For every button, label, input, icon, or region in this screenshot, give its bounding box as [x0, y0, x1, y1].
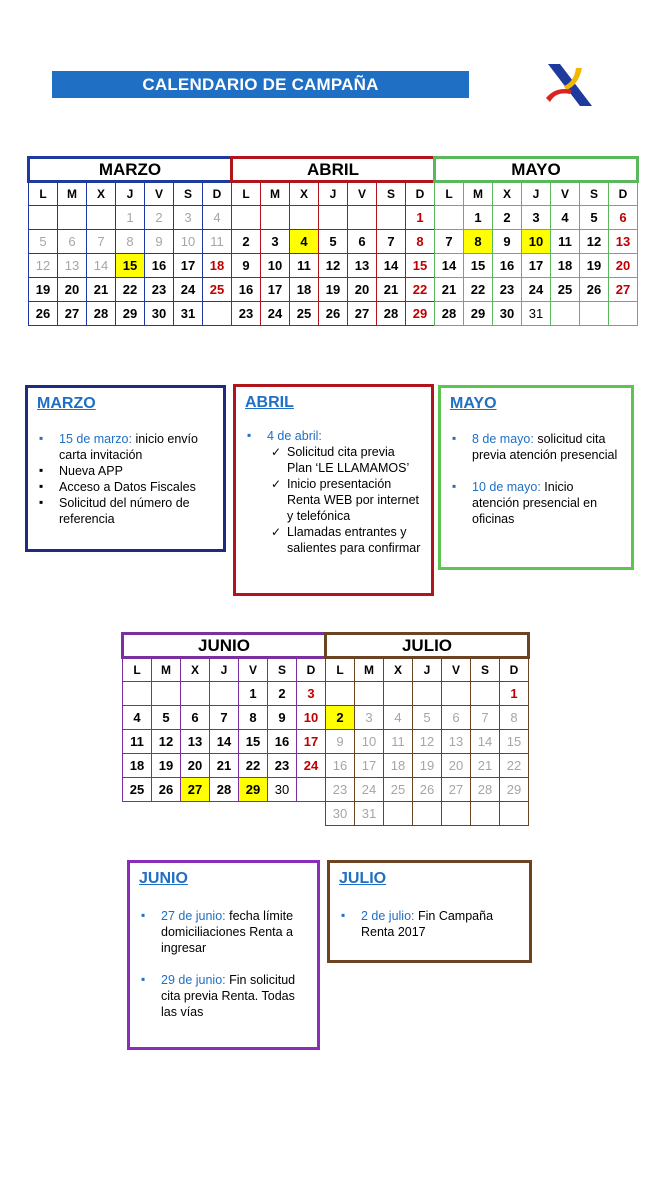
day-cell: 21 — [471, 754, 500, 778]
empty-day-cell — [471, 802, 500, 826]
weekday-header: M — [464, 182, 493, 206]
day-cell: 27 — [348, 302, 377, 326]
day-cell: 16 — [493, 254, 522, 278]
day-cell: 3 — [297, 682, 326, 706]
day-cell: 17 — [174, 254, 203, 278]
list-item: ▪ Nueva APP — [37, 463, 214, 479]
page-title: CALENDARIO DE CAMPAÑA — [52, 71, 469, 98]
day-cell: 7 — [377, 230, 406, 254]
box-heading-abril: ABRIL — [245, 394, 294, 411]
list-item: ▪ 15 de marzo: inicio envío carta invitación — [37, 431, 214, 463]
weekday-header: M — [355, 658, 384, 682]
day-cell: 11 — [123, 730, 152, 754]
list-item: ▪ 10 de mayo: Inicio atención presencial en oficinas — [450, 479, 622, 527]
info-box-mayo — [438, 385, 634, 570]
empty-day-cell — [58, 206, 87, 230]
day-cell: 12 — [319, 254, 348, 278]
weekday-header: S — [580, 182, 609, 206]
day-cell: 2 — [493, 206, 522, 230]
empty-day-cell — [123, 682, 152, 706]
day-cell: 20 — [181, 754, 210, 778]
day-cell: 23 — [145, 278, 174, 302]
day-cell: 27 — [181, 778, 210, 802]
day-cell: 6 — [181, 706, 210, 730]
day-cell: 21 — [377, 278, 406, 302]
day-cell: 21 — [435, 278, 464, 302]
day-cell: 5 — [29, 230, 58, 254]
day-cell: 4 — [551, 206, 580, 230]
day-cell: 1 — [500, 682, 529, 706]
weekday-header: L — [326, 658, 355, 682]
day-cell: 21 — [210, 754, 239, 778]
empty-day-cell — [580, 302, 609, 326]
weekday-header: X — [290, 182, 319, 206]
day-cell: 3 — [355, 706, 384, 730]
empty-day-cell — [413, 802, 442, 826]
empty-day-cell — [181, 682, 210, 706]
day-cell: 27 — [442, 778, 471, 802]
day-cell: 12 — [580, 230, 609, 254]
day-cell: 11 — [203, 230, 232, 254]
weekday-header: D — [609, 182, 638, 206]
day-cell: 8 — [239, 706, 268, 730]
weekday-header: L — [29, 182, 58, 206]
day-cell: 13 — [58, 254, 87, 278]
day-cell: 23 — [268, 754, 297, 778]
empty-day-cell — [551, 302, 580, 326]
month-title-julio: JULIO — [326, 634, 529, 658]
day-cell: 28 — [471, 778, 500, 802]
empty-day-cell — [355, 682, 384, 706]
weekday-header: V — [551, 182, 580, 206]
day-cell: 18 — [551, 254, 580, 278]
day-cell: 26 — [580, 278, 609, 302]
day-cell: 7 — [435, 230, 464, 254]
day-cell: 3 — [261, 230, 290, 254]
weekday-header: L — [435, 182, 464, 206]
day-cell: 29 — [406, 302, 435, 326]
day-cell: 2 — [326, 706, 355, 730]
day-cell: 26 — [319, 302, 348, 326]
day-cell: 12 — [152, 730, 181, 754]
day-cell: 17 — [297, 730, 326, 754]
day-cell: 17 — [522, 254, 551, 278]
day-cell: 25 — [384, 778, 413, 802]
day-cell: 9 — [232, 254, 261, 278]
weekday-header: D — [500, 658, 529, 682]
box-heading-junio: JUNIO — [139, 870, 188, 887]
day-cell: 10 — [355, 730, 384, 754]
empty-day-cell — [203, 302, 232, 326]
calendar-abril — [230, 156, 436, 326]
day-cell: 26 — [29, 302, 58, 326]
day-cell: 13 — [609, 230, 638, 254]
day-cell: 3 — [522, 206, 551, 230]
weekday-header: J — [413, 658, 442, 682]
day-cell: 6 — [609, 206, 638, 230]
list-item: ▪ 27 de junio: fecha límite domiciliaciones Renta a ingresar — [139, 908, 308, 956]
info-box-marzo — [25, 385, 226, 552]
empty-day-cell — [152, 682, 181, 706]
day-cell: 14 — [377, 254, 406, 278]
box-heading-marzo: MARZO — [37, 395, 96, 412]
day-cell: 14 — [210, 730, 239, 754]
day-cell: 30 — [145, 302, 174, 326]
empty-day-cell — [232, 206, 261, 230]
weekday-header: X — [181, 658, 210, 682]
day-cell: 2 — [145, 206, 174, 230]
day-cell: 30 — [326, 802, 355, 826]
weekday-header: S — [268, 658, 297, 682]
day-cell: 23 — [493, 278, 522, 302]
day-cell: 14 — [87, 254, 116, 278]
empty-day-cell — [290, 206, 319, 230]
calendar-junio — [121, 632, 327, 802]
day-cell: 28 — [377, 302, 406, 326]
calendar-marzo — [27, 156, 233, 326]
empty-day-cell — [435, 206, 464, 230]
month-title-junio: JUNIO — [123, 634, 326, 658]
day-cell: 7 — [87, 230, 116, 254]
day-cell: 25 — [551, 278, 580, 302]
day-cell: 10 — [522, 230, 551, 254]
empty-day-cell — [29, 206, 58, 230]
weekday-header: D — [297, 658, 326, 682]
weekday-header: M — [261, 182, 290, 206]
day-cell: 1 — [406, 206, 435, 230]
day-cell: 19 — [29, 278, 58, 302]
day-cell: 23 — [326, 778, 355, 802]
weekday-header: S — [377, 182, 406, 206]
weekday-header: J — [522, 182, 551, 206]
weekday-header: V — [239, 658, 268, 682]
weekday-header: M — [58, 182, 87, 206]
day-cell: 29 — [116, 302, 145, 326]
info-box-abril — [233, 384, 434, 596]
day-cell: 9 — [268, 706, 297, 730]
calendar-mayo — [433, 156, 639, 326]
day-cell: 4 — [123, 706, 152, 730]
month-title-abril: ABRIL — [232, 158, 435, 182]
day-cell: 31 — [522, 302, 551, 326]
day-cell: 13 — [181, 730, 210, 754]
day-cell: 16 — [232, 278, 261, 302]
empty-day-cell — [210, 682, 239, 706]
day-cell: 1 — [464, 206, 493, 230]
day-cell: 5 — [413, 706, 442, 730]
day-cell: 1 — [239, 682, 268, 706]
day-cell: 26 — [152, 778, 181, 802]
list-item: ▪ Solicitud del número de referencia — [37, 495, 214, 527]
list-item: ▪ 4 de abril: ✓ Solicitud cita previa Plan ‘LE LLAMAMOS’ ✓ Inicio presentación Renta WEB por internet y telefónica ✓ Llamadas entrantes y salientes para confirmar — [245, 428, 422, 556]
day-cell: 31 — [355, 802, 384, 826]
weekday-header: V — [442, 658, 471, 682]
day-cell: 20 — [348, 278, 377, 302]
day-cell: 21 — [87, 278, 116, 302]
day-cell: 16 — [268, 730, 297, 754]
day-cell: 29 — [239, 778, 268, 802]
month-title-mayo: MAYO — [435, 158, 638, 182]
weekday-header: J — [319, 182, 348, 206]
day-cell: 17 — [261, 278, 290, 302]
agencia-tributaria-logo-icon — [542, 60, 596, 110]
weekday-header: X — [87, 182, 116, 206]
day-cell: 14 — [435, 254, 464, 278]
day-cell: 24 — [522, 278, 551, 302]
day-cell: 20 — [442, 754, 471, 778]
day-cell: 10 — [261, 254, 290, 278]
day-cell: 22 — [406, 278, 435, 302]
list-item: ▪ 2 de julio: Fin Campaña Renta 2017 — [339, 908, 520, 940]
day-cell: 18 — [290, 278, 319, 302]
day-cell: 24 — [261, 302, 290, 326]
day-cell: 14 — [471, 730, 500, 754]
empty-day-cell — [377, 206, 406, 230]
day-cell: 7 — [471, 706, 500, 730]
empty-day-cell — [297, 778, 326, 802]
day-cell: 18 — [384, 754, 413, 778]
day-cell: 7 — [210, 706, 239, 730]
day-cell: 15 — [500, 730, 529, 754]
day-cell: 23 — [232, 302, 261, 326]
empty-day-cell — [384, 802, 413, 826]
day-cell: 16 — [145, 254, 174, 278]
day-cell: 2 — [232, 230, 261, 254]
day-cell: 18 — [123, 754, 152, 778]
day-cell: 12 — [413, 730, 442, 754]
list-item: ▪ 8 de mayo: solicitud cita previa atención presencial — [450, 431, 622, 463]
weekday-header: D — [406, 182, 435, 206]
day-cell: 12 — [29, 254, 58, 278]
empty-day-cell — [609, 302, 638, 326]
day-cell: 11 — [551, 230, 580, 254]
calendar-julio — [324, 632, 530, 826]
day-cell: 25 — [203, 278, 232, 302]
empty-day-cell — [87, 206, 116, 230]
day-cell: 1 — [116, 206, 145, 230]
box-heading-mayo: MAYO — [450, 395, 497, 412]
info-box-junio — [127, 860, 320, 1050]
weekday-header: S — [471, 658, 500, 682]
day-cell: 29 — [464, 302, 493, 326]
empty-day-cell — [348, 206, 377, 230]
list-item: ✓ Llamadas entrantes y salientes para confirmar — [267, 524, 422, 556]
day-cell: 27 — [609, 278, 638, 302]
weekday-header: J — [210, 658, 239, 682]
empty-day-cell — [442, 682, 471, 706]
day-cell: 20 — [58, 278, 87, 302]
day-cell: 30 — [493, 302, 522, 326]
day-cell: 3 — [174, 206, 203, 230]
day-cell: 27 — [58, 302, 87, 326]
day-cell: 19 — [319, 278, 348, 302]
weekday-header: X — [384, 658, 413, 682]
empty-day-cell — [500, 802, 529, 826]
day-cell: 24 — [355, 778, 384, 802]
day-cell: 22 — [239, 754, 268, 778]
empty-day-cell — [384, 682, 413, 706]
day-cell: 4 — [290, 230, 319, 254]
day-cell: 11 — [384, 730, 413, 754]
day-cell: 13 — [348, 254, 377, 278]
day-cell: 9 — [145, 230, 174, 254]
weekday-header: X — [493, 182, 522, 206]
day-cell: 2 — [268, 682, 297, 706]
day-cell: 9 — [326, 730, 355, 754]
weekday-header: L — [232, 182, 261, 206]
day-cell: 13 — [442, 730, 471, 754]
weekday-header: M — [152, 658, 181, 682]
day-cell: 10 — [174, 230, 203, 254]
day-cell: 25 — [290, 302, 319, 326]
day-cell: 4 — [384, 706, 413, 730]
day-cell: 26 — [413, 778, 442, 802]
day-cell: 5 — [580, 206, 609, 230]
day-cell: 15 — [116, 254, 145, 278]
day-cell: 22 — [500, 754, 529, 778]
weekday-header: V — [145, 182, 174, 206]
day-cell: 5 — [319, 230, 348, 254]
weekday-header: J — [116, 182, 145, 206]
list-item: ✓ Solicitud cita previa Plan ‘LE LLAMAMOS’ — [267, 444, 422, 476]
day-cell: 31 — [174, 302, 203, 326]
day-cell: 6 — [442, 706, 471, 730]
day-cell: 10 — [297, 706, 326, 730]
weekday-header: L — [123, 658, 152, 682]
day-cell: 6 — [348, 230, 377, 254]
day-cell: 28 — [87, 302, 116, 326]
day-cell: 4 — [203, 206, 232, 230]
day-cell: 8 — [406, 230, 435, 254]
day-cell: 28 — [210, 778, 239, 802]
day-cell: 28 — [435, 302, 464, 326]
empty-day-cell — [413, 682, 442, 706]
list-item: ▪ Acceso a Datos Fiscales — [37, 479, 214, 495]
day-cell: 17 — [355, 754, 384, 778]
list-item: ▪ 29 de junio: Fin solicitud cita previa Renta. Todas las vías — [139, 972, 308, 1020]
day-cell: 19 — [152, 754, 181, 778]
day-cell: 15 — [406, 254, 435, 278]
day-cell: 30 — [268, 778, 297, 802]
list-item: ✓ Inicio presentación Renta WEB por internet y telefónica — [267, 476, 422, 524]
weekday-header: V — [348, 182, 377, 206]
empty-day-cell — [319, 206, 348, 230]
day-cell: 29 — [500, 778, 529, 802]
day-cell: 15 — [239, 730, 268, 754]
day-cell: 16 — [326, 754, 355, 778]
day-cell: 8 — [500, 706, 529, 730]
box-heading-julio: JULIO — [339, 870, 387, 887]
empty-day-cell — [261, 206, 290, 230]
day-cell: 25 — [123, 778, 152, 802]
empty-day-cell — [471, 682, 500, 706]
day-cell: 24 — [174, 278, 203, 302]
day-cell: 22 — [116, 278, 145, 302]
day-cell: 19 — [580, 254, 609, 278]
day-cell: 8 — [116, 230, 145, 254]
day-cell: 18 — [203, 254, 232, 278]
day-cell: 8 — [464, 230, 493, 254]
weekday-header: S — [174, 182, 203, 206]
day-cell: 11 — [290, 254, 319, 278]
weekday-header: D — [203, 182, 232, 206]
day-cell: 24 — [297, 754, 326, 778]
info-box-julio — [327, 860, 532, 963]
day-cell: 19 — [413, 754, 442, 778]
empty-day-cell — [326, 682, 355, 706]
month-title-marzo: MARZO — [29, 158, 232, 182]
day-cell: 15 — [464, 254, 493, 278]
day-cell: 22 — [464, 278, 493, 302]
empty-day-cell — [442, 802, 471, 826]
day-cell: 5 — [152, 706, 181, 730]
day-cell: 9 — [493, 230, 522, 254]
day-cell: 6 — [58, 230, 87, 254]
day-cell: 20 — [609, 254, 638, 278]
